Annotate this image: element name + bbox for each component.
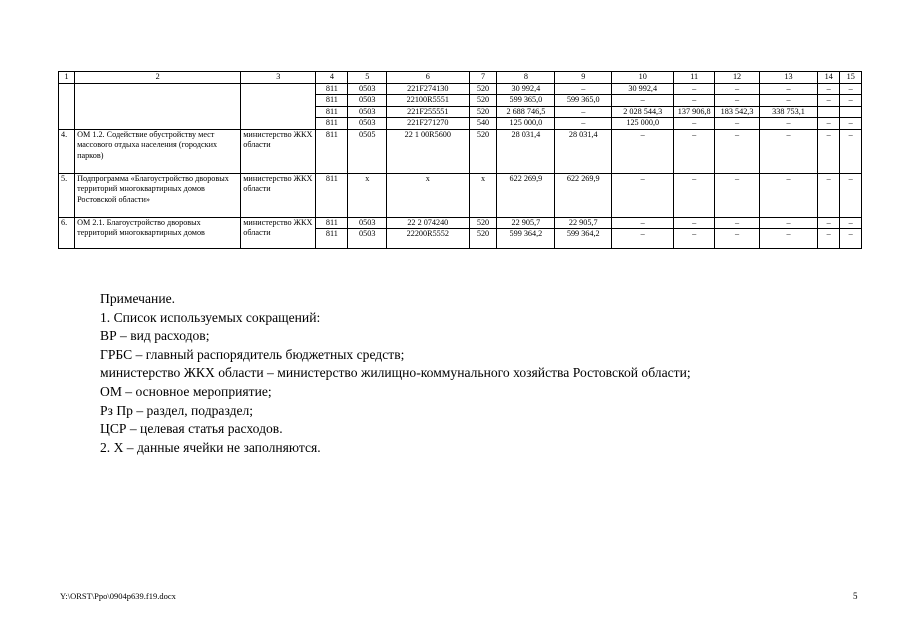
page-number: 5: [853, 591, 858, 601]
value-cell: –: [674, 173, 715, 217]
value-cell: 183 542,3: [715, 106, 760, 118]
row-number-cell: [59, 83, 75, 129]
header-cell: 6: [387, 72, 470, 84]
value-cell: –: [674, 217, 715, 229]
value-cell: 22 905,7: [497, 217, 555, 229]
vr-cell: x: [469, 173, 497, 217]
executor-cell: министерство ЖКХ области: [241, 217, 316, 249]
value-cell: 28 031,4: [555, 129, 612, 173]
rzpr-cell: 0503: [348, 83, 387, 95]
value-cell: 338 753,1: [760, 106, 818, 118]
event-name-cell: Подпрограмма «Благоустройство дворовых территорий многоквартирных домов Ростовской области»: [75, 173, 241, 217]
value-cell: –: [840, 217, 862, 229]
csr-cell: 22 2 074240: [387, 217, 470, 229]
event-name-cell: ОМ 2.1. Благоустройство дворовых территорий многоквартирных домов: [75, 217, 241, 249]
rzpr-cell: 0503: [348, 217, 387, 229]
csr-cell: 22 1 00R5600: [387, 129, 470, 173]
value-cell: 599 365,0: [497, 95, 555, 107]
value-cell: –: [817, 118, 840, 130]
value-cell: –: [674, 229, 715, 249]
value-cell: –: [760, 217, 818, 229]
grbs-cell: 811: [316, 229, 348, 249]
note-section: [100, 290, 691, 457]
value-cell: –: [715, 229, 760, 249]
value-cell: –: [612, 217, 674, 229]
value-cell: [817, 106, 840, 118]
value-cell: 622 269,9: [497, 173, 555, 217]
value-cell: 599 364,2: [555, 229, 612, 249]
value-cell: –: [817, 129, 840, 173]
value-cell: –: [817, 229, 840, 249]
header-cell: 12: [715, 72, 760, 84]
value-cell: –: [674, 118, 715, 130]
value-cell: [840, 106, 862, 118]
executor-cell: [241, 83, 316, 129]
header-cell: 4: [316, 72, 348, 84]
rzpr-cell: x: [348, 173, 387, 217]
header-cell: 13: [760, 72, 818, 84]
value-cell: –: [612, 229, 674, 249]
table-row: [59, 217, 862, 229]
vr-cell: 540: [469, 118, 497, 130]
value-cell: –: [817, 83, 840, 95]
vr-cell: 520: [469, 106, 497, 118]
note-line: 2. Х – данные ячейки не заполняются.: [100, 439, 321, 455]
budget-table: [58, 71, 862, 249]
value-cell: –: [760, 173, 818, 217]
value-cell: –: [555, 83, 612, 95]
vr-cell: 520: [469, 129, 497, 173]
value-cell: –: [715, 217, 760, 229]
value-cell: –: [840, 83, 862, 95]
grbs-cell: 811: [316, 95, 348, 107]
value-cell: 30 992,4: [612, 83, 674, 95]
table-row: [59, 83, 862, 95]
note-line: ОМ – основное мероприятие;: [100, 383, 272, 399]
grbs-cell: 811: [316, 118, 348, 130]
header-cell: 11: [674, 72, 715, 84]
header-cell: 3: [241, 72, 316, 84]
value-cell: 22 905,7: [555, 217, 612, 229]
note-line: 1. Список используемых сокращений:: [100, 309, 321, 325]
table-row: [59, 129, 862, 173]
value-cell: –: [674, 95, 715, 107]
rzpr-cell: 0505: [348, 129, 387, 173]
csr-cell: 221F255551: [387, 106, 470, 118]
value-cell: –: [760, 83, 818, 95]
value-cell: 2 688 746,5: [497, 106, 555, 118]
value-cell: 28 031,4: [497, 129, 555, 173]
csr-cell: 221F274130: [387, 83, 470, 95]
vr-cell: 520: [469, 217, 497, 229]
value-cell: –: [817, 95, 840, 107]
note-line: ВР – вид расходов;: [100, 328, 210, 344]
value-cell: –: [760, 229, 818, 249]
value-cell: –: [715, 173, 760, 217]
value-cell: –: [840, 173, 862, 217]
table-row: [59, 173, 862, 217]
header-cell: 14: [817, 72, 840, 84]
header-cell: 5: [348, 72, 387, 84]
value-cell: –: [555, 106, 612, 118]
csr-cell: 22200R5552: [387, 229, 470, 249]
row-number-cell: 4.: [59, 129, 75, 173]
header-cell: 1: [59, 72, 75, 84]
value-cell: –: [674, 129, 715, 173]
rzpr-cell: 0503: [348, 95, 387, 107]
note-line: Рз Пр – раздел, подраздел;: [100, 402, 254, 418]
header-cell: 2: [75, 72, 241, 84]
grbs-cell: 811: [316, 106, 348, 118]
header-cell: 15: [840, 72, 862, 84]
row-number-cell: 6.: [59, 217, 75, 249]
executor-cell: министерство ЖКХ области: [241, 173, 316, 217]
event-name-cell: ОМ 1.2. Содействие обустройству мест массового отдыха населения (городских парков): [75, 129, 241, 173]
footer-file-path: Y:\ORST\Ppo\0904p639.f19.docx: [60, 591, 176, 601]
rzpr-cell: 0503: [348, 118, 387, 130]
value-cell: –: [674, 83, 715, 95]
value-cell: 30 992,4: [497, 83, 555, 95]
event-name-cell: [75, 83, 241, 129]
value-cell: –: [760, 95, 818, 107]
value-cell: –: [840, 129, 862, 173]
value-cell: 622 269,9: [555, 173, 612, 217]
note-line: министерство ЖКХ области – министерство жилищно-коммунального хозяйства Ростовской области;: [100, 365, 691, 381]
value-cell: 137 906,8: [674, 106, 715, 118]
header-cell: 9: [555, 72, 612, 84]
header-cell: 10: [612, 72, 674, 84]
value-cell: –: [612, 95, 674, 107]
vr-cell: 520: [469, 83, 497, 95]
grbs-cell: 811: [316, 83, 348, 95]
note-line: ГРБС – главный распорядитель бюджетных средств;: [100, 346, 405, 362]
vr-cell: 520: [469, 95, 497, 107]
grbs-cell: 811: [316, 129, 348, 173]
value-cell: –: [555, 118, 612, 130]
header-cell: 8: [497, 72, 555, 84]
value-cell: –: [817, 217, 840, 229]
executor-cell: министерство ЖКХ области: [241, 129, 316, 173]
value-cell: 599 364,2: [497, 229, 555, 249]
header-cell: 7: [469, 72, 497, 84]
value-cell: –: [715, 95, 760, 107]
value-cell: –: [840, 118, 862, 130]
csr-cell: 22100R5551: [387, 95, 470, 107]
value-cell: 125 000,0: [497, 118, 555, 130]
vr-cell: 520: [469, 229, 497, 249]
value-cell: 599 365,0: [555, 95, 612, 107]
rzpr-cell: 0503: [348, 229, 387, 249]
csr-cell: 221F271270: [387, 118, 470, 130]
value-cell: –: [715, 129, 760, 173]
value-cell: 2 028 544,3: [612, 106, 674, 118]
value-cell: –: [612, 173, 674, 217]
value-cell: –: [760, 129, 818, 173]
grbs-cell: 811: [316, 173, 348, 217]
value-cell: –: [840, 229, 862, 249]
row-number-cell: 5.: [59, 173, 75, 217]
note-title: Примечание.: [100, 291, 176, 306]
value-cell: 125 000,0: [612, 118, 674, 130]
value-cell: –: [760, 118, 818, 130]
value-cell: –: [817, 173, 840, 217]
value-cell: –: [840, 95, 862, 107]
csr-cell: x: [387, 173, 470, 217]
grbs-cell: 811: [316, 217, 348, 229]
header-row: [59, 72, 862, 84]
rzpr-cell: 0503: [348, 106, 387, 118]
value-cell: –: [715, 83, 760, 95]
note-line: ЦСР – целевая статья расходов.: [100, 421, 283, 437]
value-cell: –: [715, 118, 760, 130]
value-cell: –: [612, 129, 674, 173]
